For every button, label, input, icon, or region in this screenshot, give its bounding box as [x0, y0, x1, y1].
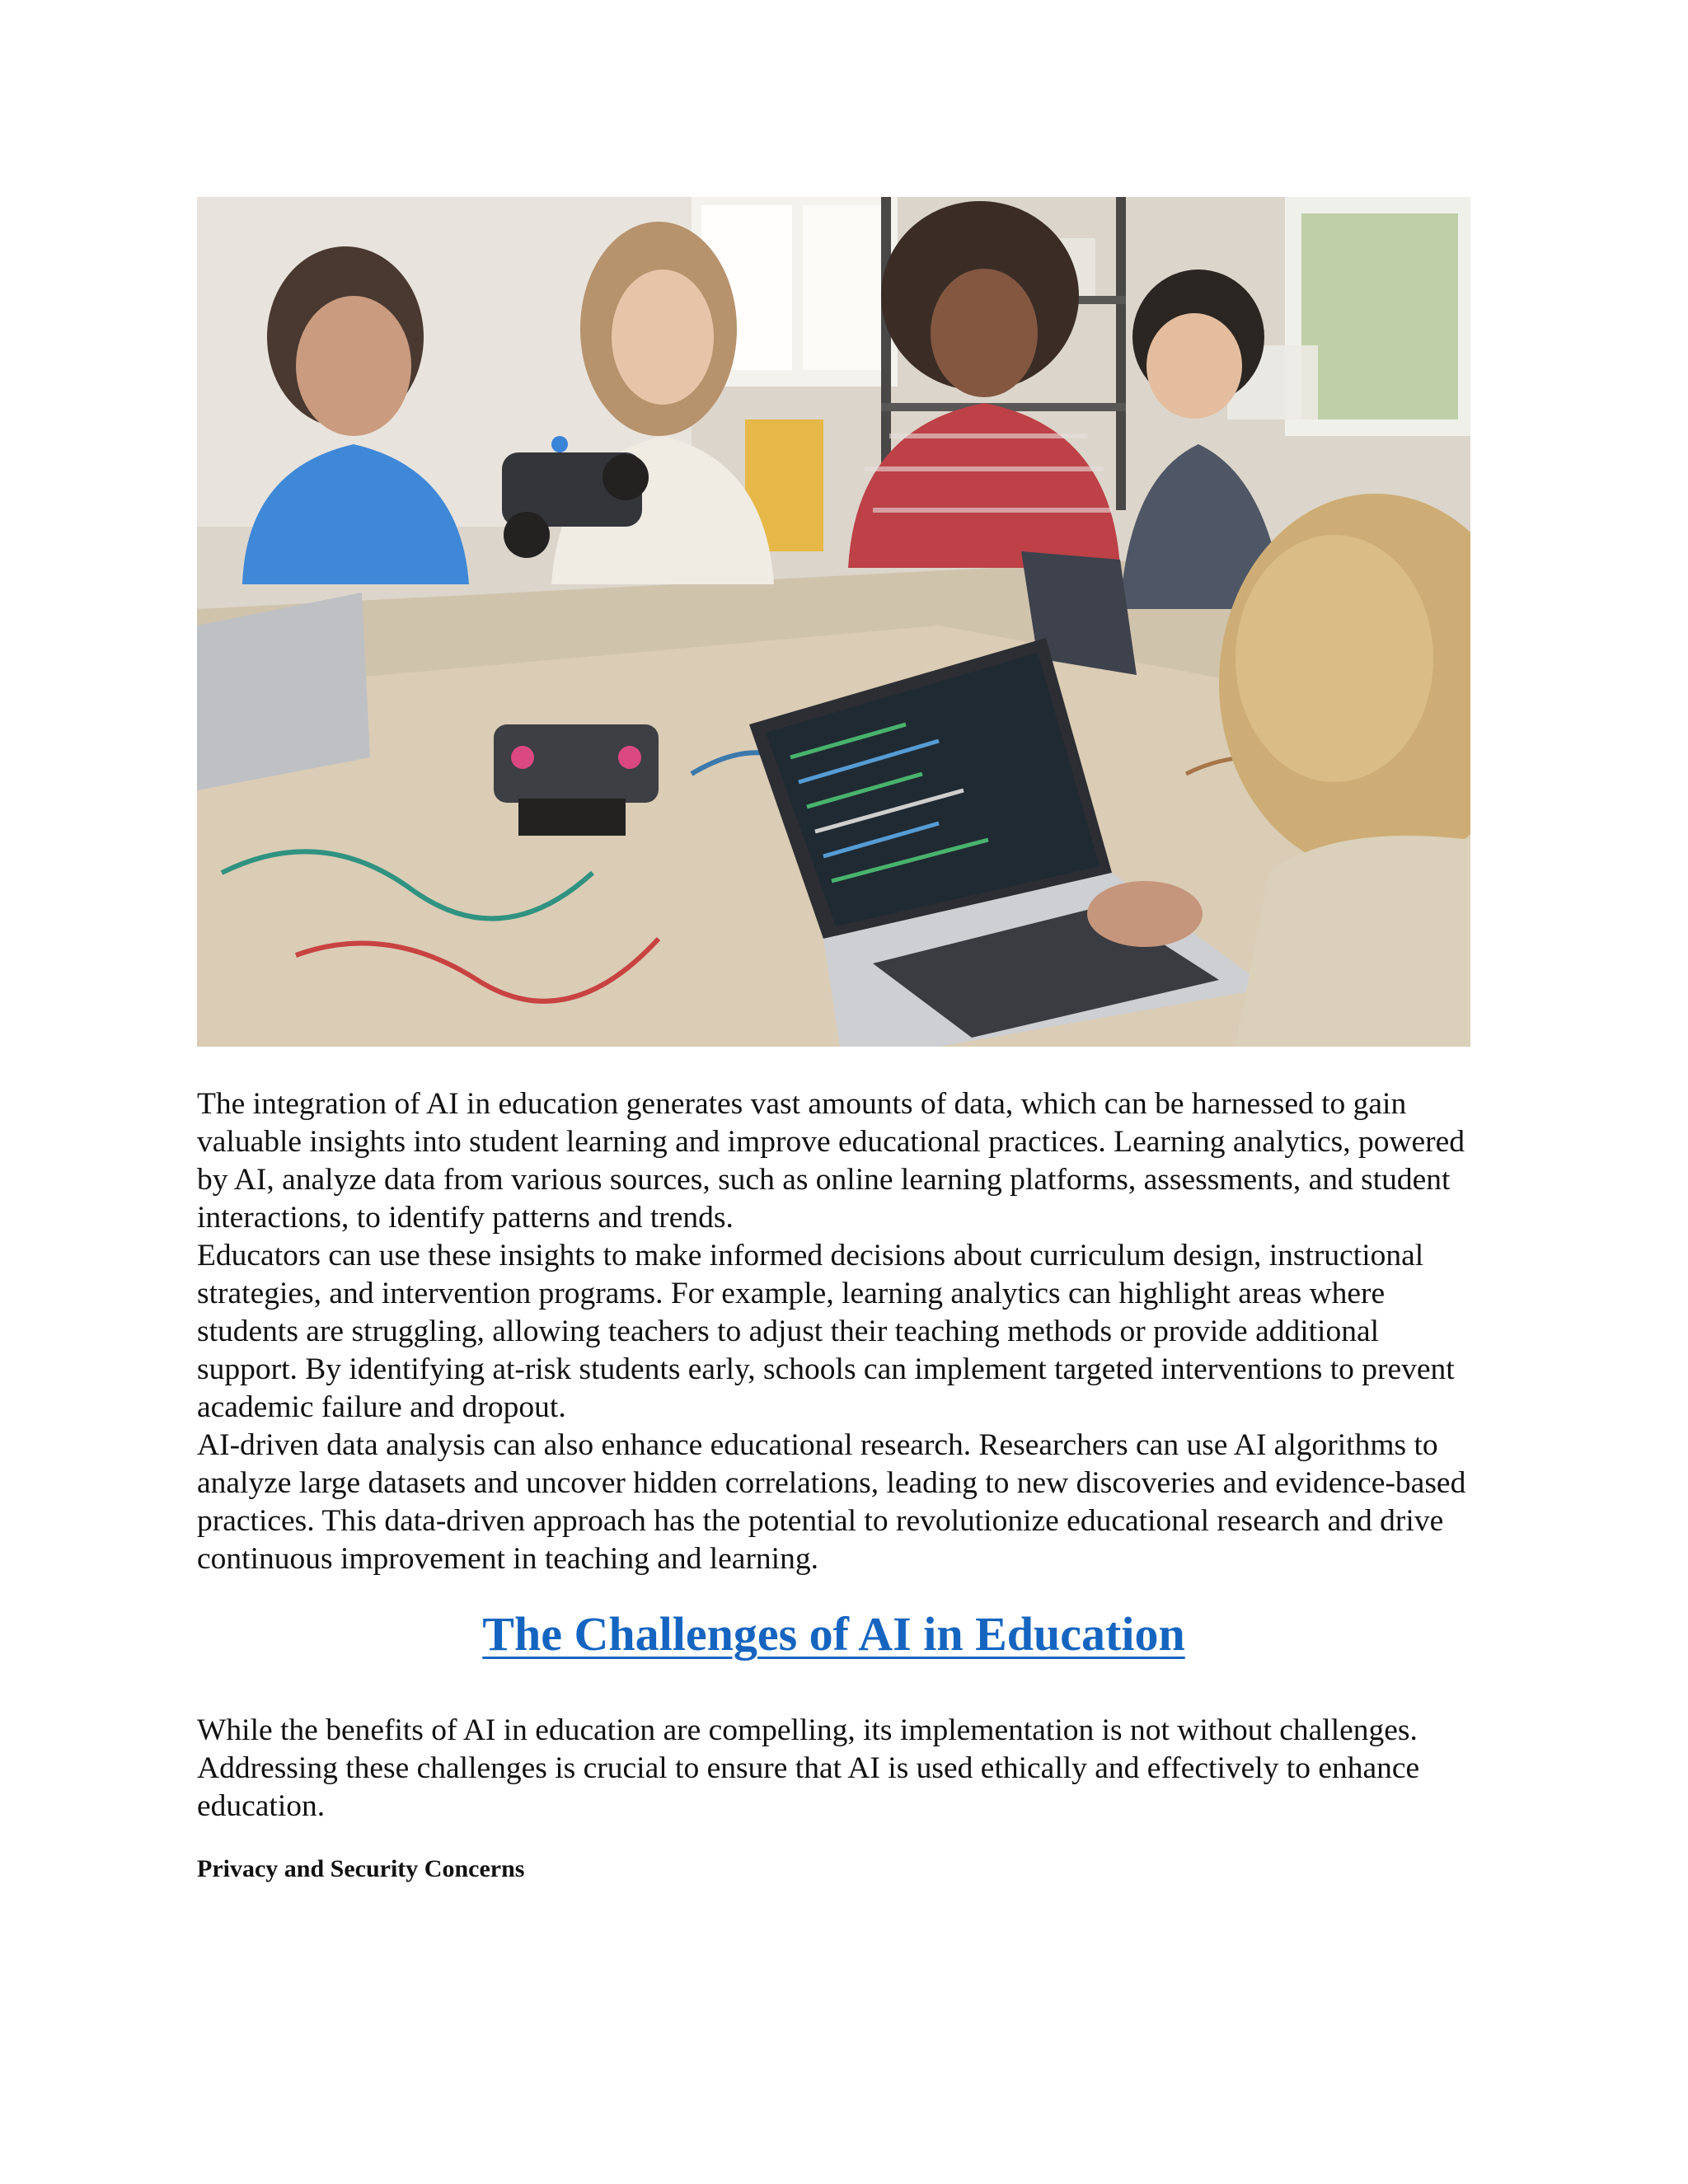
- paragraph-learning-analytics: The integration of AI in education generates vast amounts of data, which can be harnessed to gain valuable insights into student learning and improve educational practices. Learning analytics, powered by AI, analyze data from various sources, such as online learning platforms, assessments, and student interactions, to identify patterns and trends.: [197, 1087, 1465, 1235]
- classroom-photo: [197, 197, 1470, 1047]
- paragraph-educator-insights: Educators can use these insights to make informed decisions about curriculum design, instructional strategies, and intervention programs. For example, learning analytics can highlight areas where students are struggling, allowing teachers to adjust their teaching methods or provide additional support. By identifying at-risk students early, schools can implement targeted interventions to prevent academic failure and dropout.: [197, 1239, 1455, 1424]
- section-intro-paragraph: While the benefits of AI in education are compelling, its implementation is not without challenges. Addressing these challenges is crucial to ensure that AI is used ethically and effectively to enhance education.: [197, 1713, 1420, 1823]
- subheading-privacy-security: Privacy and Security Concerns: [197, 1855, 525, 1882]
- article-body: [197, 1085, 1483, 1578]
- paragraph-educational-research: AI-driven data analysis can also enhance educational research. Researchers can use AI algorithms to analyze large datasets and uncover hidden correlations, leading to new discoveries and evidence-based practices. This data-driven approach has the potential to revolutionize educational research and drive continuous improvement in teaching and learning.: [197, 1428, 1466, 1576]
- photo-illustration: [197, 197, 1470, 1047]
- section-heading-challenges[interactable]: The Challenges of AI in Education: [482, 1607, 1185, 1661]
